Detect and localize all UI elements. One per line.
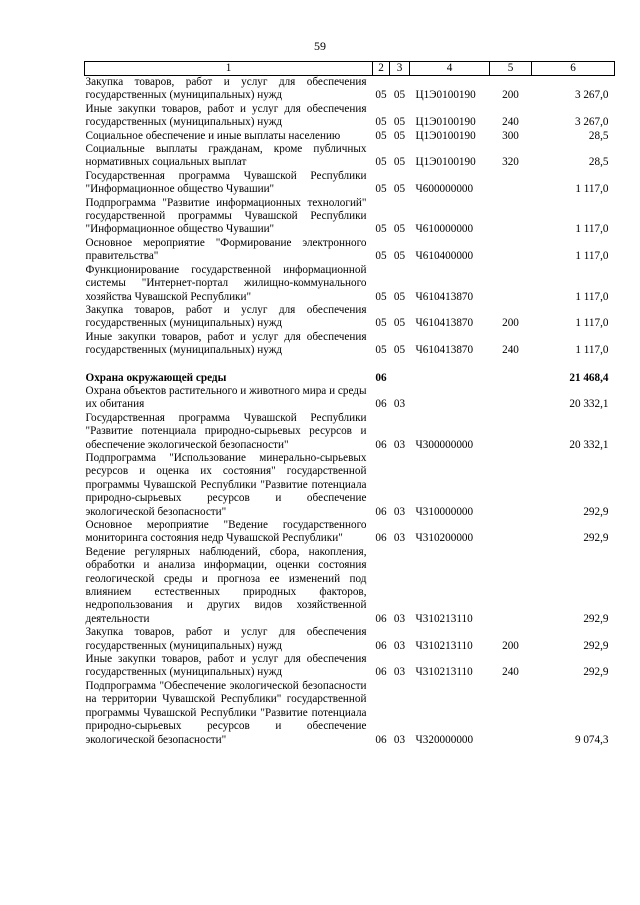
row-expense-type: 300 [502,129,519,142]
row-section: 06 [375,438,387,451]
row-name: Закупка товаров, работ и услуг для обеспечения государственных (муниципальных) нужд [85,303,367,330]
row-subsection: 05 [393,290,406,303]
row-target-code: Ч610400000 [415,250,474,263]
row-name: Государственная программа Чувашской Республики "Развитие потенциала природно-сырьевых ресурсов и обеспечение экологической безопасности" [85,411,367,451]
row-amount: 1 117,0 [575,250,609,263]
row-amount: 292,9 [583,532,609,545]
table-row [85,130,615,143]
row-expense-type: 200 [502,317,519,330]
row-subsection: 05 [393,317,406,330]
row-name: Основное мероприятие "Ведение государственного мониторинга состояния недр Чувашской Республики" [85,519,367,545]
row-amount: 1 117,0 [575,183,609,196]
row-name: Иные закупки товаров, работ и услуг для обеспечения государственных (муниципальных) нужд [85,102,367,129]
row-expense-type: 240 [502,344,519,357]
row-target-code: Ч310000000 [415,505,474,518]
row-expense-type [490,680,532,747]
row-amount: 292,9 [583,666,609,679]
table-row [85,237,615,264]
row-section: 06 [375,733,387,746]
row-section: 05 [375,156,387,169]
table-row [85,680,615,747]
row-subsection: 05 [393,223,406,236]
row-name: Иные закупки товаров, работ и услуг для обеспечения государственных (муниципальных) нужд [85,330,367,357]
row-expense-type [490,372,532,385]
row-target-code: Ч610413870 [415,317,474,330]
row-section: 06 [375,639,387,652]
row-amount: 1 117,0 [575,290,609,303]
row-amount: 20 332,1 [569,398,609,411]
header-col-2: 2 [373,62,390,76]
spacer-row [85,358,615,372]
row-subsection: 03 [393,532,406,545]
row-amount: 3 267,0 [574,116,609,129]
row-amount: 292,9 [583,612,609,625]
row-name: Социальные выплаты гражданам, кроме публичных нормативных социальных выплат [85,143,367,169]
row-expense-type: 200 [502,639,519,652]
row-name: Ведение регулярных наблюдений, сбора, накопления, обработки и анализа информации, оценки состояния геологической среды и прогноза ее изменений под влиянием естественных природных факторов, недропользования и других видов хозяйственной деятельности [85,545,367,625]
row-expense-type: 240 [502,116,519,129]
table-row [85,170,615,197]
row-section: 05 [375,290,387,303]
row-section: 06 [375,666,387,679]
row-subsection: 03 [393,639,406,652]
row-expense-type [490,546,532,626]
row-expense-type: 320 [502,156,519,169]
row-subsection: 05 [393,183,406,196]
table-row [85,653,615,680]
row-target-code: Ч310213110 [415,612,473,625]
row-subsection: 05 [393,156,406,169]
row-name: Охрана окружающей среды [85,371,227,384]
row-expense-type [490,237,532,264]
row-name: Иные закупки товаров, работ и услуг для обеспечения государственных (муниципальных) нужд [85,653,367,679]
row-name: Государственная программа Чувашской Республики "Информационное общество Чувашии" [85,169,367,196]
row-target-code: Ц1Э0100190 [415,156,476,169]
row-section: 06 [375,398,387,411]
row-section: 05 [375,129,387,142]
row-expense-type [490,170,532,197]
table-row [85,331,615,358]
table-row [85,143,615,170]
row-expense-type [490,264,532,304]
row-target-code: Ц1Э0100190 [415,89,476,102]
table-row [85,304,615,331]
header-col-4: 4 [410,62,490,76]
row-subsection: 05 [393,344,406,357]
row-target-code: Ц1Э0100190 [415,116,476,129]
row-section: 06 [375,505,387,518]
row-target-code: Ч610413870 [415,344,474,357]
row-target-code [410,372,490,385]
row-target-code: Ч310213110 [415,666,473,679]
row-section: 05 [375,317,387,330]
row-name: Основное мероприятие "Формирование электронного правительства" [85,236,367,263]
row-subsection: 03 [393,733,406,746]
row-target-code: Ч310213110 [415,639,473,652]
row-amount: 292,9 [583,505,609,518]
page-number: 59 [314,39,326,53]
row-section: 05 [375,223,387,236]
row-expense-type: 240 [502,666,519,679]
row-name: Подпрограмма "Обеспечение экологической безопасности на территории Чувашской Республики" государственной программы Чувашской Республики "Развитие потенциала природно-сырьевых ресурсов и обеспечение экологической безопасности" [85,679,367,746]
row-expense-type [490,197,532,237]
row-name: Подпрограмма "Использование минерально-сырьевых ресурсов и оценка их состояния" государственной программы Чувашской Республики "Развитие потенциала природно-сырьевых ресурсов и обеспечение экологической безопасности" [85,451,367,518]
row-target-code: Ч610413870 [415,290,474,303]
row-name: Закупка товаров, работ и услуг для обеспечения государственных (муниципальных) нужд [85,626,367,652]
row-section: 05 [375,344,387,357]
table-row [85,626,615,653]
header-col-6: 6 [532,62,615,76]
row-amount: 28,5 [588,129,609,142]
table-row [85,372,615,385]
row-name: Подпрограмма "Развитие информационных технологий" государственной программы Чувашской Республики "Информационное общество Чувашии" [85,196,367,236]
row-target-code: Ц1Э0100190 [415,129,476,142]
table-row [85,546,615,626]
table-row [85,385,615,412]
row-section: 06 [375,612,387,625]
header-col-5: 5 [490,62,532,76]
row-subsection: 05 [393,129,406,142]
row-section: 06 [375,532,387,545]
row-amount: 20 332,1 [569,438,609,451]
table-row [85,76,615,103]
row-amount: 292,9 [583,639,609,652]
table-row [85,519,615,546]
row-section: 05 [375,89,387,102]
row-expense-type [490,412,532,452]
row-target-code: Ч610000000 [415,223,474,236]
table-body [85,76,615,747]
row-expense-type: 200 [502,89,519,102]
row-subsection: 05 [393,89,406,102]
row-amount: 21 468,4 [569,371,609,384]
row-target-code [410,385,490,412]
row-name: Функционирование государственной информационной системы "Интернет-портал жилищно-коммунального хозяйства Чувашской Республики" [85,263,367,303]
row-expense-type [490,452,532,519]
row-subsection: 05 [393,116,406,129]
row-subsection: 03 [393,505,406,518]
spacer-cell [85,358,615,372]
row-subsection: 03 [393,612,406,625]
row-section: 05 [375,250,387,263]
header-row [85,62,615,76]
table-row [85,452,615,519]
row-subsection: 03 [393,666,406,679]
row-target-code: Ч300000000 [415,438,474,451]
row-name: Социальное обеспечение и иные выплаты населению [85,129,341,142]
budget-table [84,61,615,747]
table-row [85,103,615,130]
row-subsection: 05 [393,250,406,263]
table-header [85,62,615,76]
row-section: 05 [375,116,387,129]
row-amount: 3 267,0 [574,89,609,102]
row-expense-type [490,385,532,412]
header-col-1: 1 [85,62,373,76]
table-row [85,412,615,452]
row-amount: 28,5 [588,156,609,169]
row-expense-type [490,519,532,546]
table-row [85,197,615,237]
row-section: 05 [375,183,387,196]
row-amount: 1 117,0 [575,344,609,357]
header-col-3: 3 [390,62,410,76]
row-subsection: 03 [393,438,406,451]
row-target-code: Ч310200000 [415,532,474,545]
row-name: Закупка товаров, работ и услуг для обеспечения государственных (муниципальных) нужд [85,76,367,102]
row-target-code: Ч600000000 [415,183,474,196]
row-section: 06 [375,371,387,384]
row-subsection [390,372,410,385]
row-target-code: Ч320000000 [415,733,474,746]
row-amount: 1 117,0 [575,223,609,236]
row-name: Охрана объектов растительного и животного мира и среды их обитания [85,384,367,411]
table-row [85,264,615,304]
row-amount: 1 117,0 [575,317,609,330]
row-amount: 9 074,3 [574,733,609,746]
row-subsection: 03 [393,398,406,411]
